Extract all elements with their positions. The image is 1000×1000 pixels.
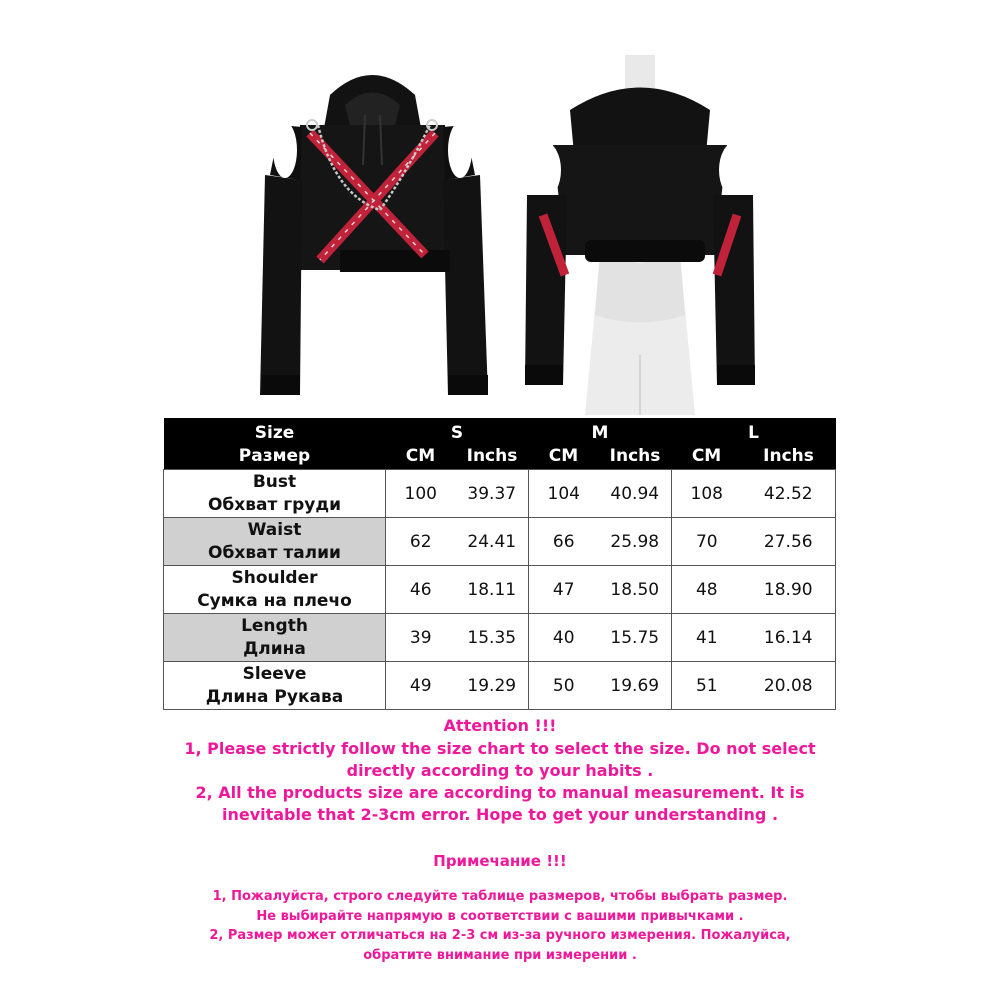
size-s-header: S — [386, 418, 529, 445]
notes-section — [150, 714, 850, 965]
table-cell: 19.29 — [456, 662, 529, 710]
note-line: inevitable that 2-3cm error. Hope to get your understanding . — [221, 805, 779, 824]
table-row-length — [164, 614, 836, 662]
russian-notes — [150, 887, 850, 965]
table-row-shoulder — [164, 566, 836, 614]
table-cell: 18.11 — [456, 566, 529, 614]
table-cell: 24.41 — [456, 518, 529, 566]
row-label — [164, 518, 386, 566]
note-line: 1, Please strictly follow the size chart to select the size. Do not select — [184, 739, 816, 758]
row-label-en: Shoulder — [231, 567, 318, 588]
row-label — [164, 662, 386, 710]
table-cell: 50 — [529, 662, 599, 710]
size-l-header: L — [672, 418, 836, 445]
english-note-2 — [150, 782, 850, 826]
unit-cm-m: CM — [529, 445, 599, 470]
row-label-en: Sleeve — [242, 663, 307, 684]
table-cell: 51 — [672, 662, 742, 710]
unit-inch-m: Inchs — [599, 445, 672, 470]
row-label — [164, 566, 386, 614]
back-product-photo — [505, 55, 770, 415]
table-cell: 40 — [529, 614, 599, 662]
row-label-en: Waist — [247, 519, 302, 540]
table-cell: 47 — [529, 566, 599, 614]
table-row-waist — [164, 518, 836, 566]
row-label-en: Length — [241, 615, 308, 636]
table-cell: 40.94 — [599, 470, 672, 518]
table-cell: 16.14 — [742, 614, 836, 662]
size-header-en: Size — [164, 418, 386, 445]
table-cell: 100 — [386, 470, 456, 518]
table-cell: 39 — [386, 614, 456, 662]
note-line: 2, Размер может отличаться на 2-3 см из-за ручного измерения. Пожалуйса, — [209, 928, 791, 943]
unit-cm-s: CM — [386, 445, 456, 470]
table-cell: 41 — [672, 614, 742, 662]
row-label-ru: Обхват талии — [208, 542, 341, 563]
row-label-ru: Обхват груди — [207, 494, 342, 515]
table-cell: 42.52 — [742, 470, 836, 518]
table-cell: 15.35 — [456, 614, 529, 662]
row-label-ru: Длина Рукава — [205, 686, 344, 707]
table-row-bust — [164, 470, 836, 518]
russian-note-title: Примечание !!! — [433, 852, 567, 870]
row-label-en: Bust — [252, 471, 297, 492]
size-m-header: M — [529, 418, 672, 445]
table-cell: 25.98 — [599, 518, 672, 566]
size-chart-table — [163, 418, 836, 710]
note-line: directly according to your habits . — [346, 761, 654, 780]
note-line: 2, All the products size are according to manual measurement. It is — [195, 783, 805, 802]
table-cell: 20.08 — [742, 662, 836, 710]
unit-inch-l: Inchs — [742, 445, 836, 470]
table-cell: 27.56 — [742, 518, 836, 566]
table-cell: 70 — [672, 518, 742, 566]
table-header-row — [164, 418, 836, 445]
table-cell: 108 — [672, 470, 742, 518]
note-line: обратите внимание при измерении . — [363, 947, 637, 963]
row-label-ru: Сумка на плечо — [197, 590, 352, 611]
english-note-1 — [150, 738, 850, 782]
note-line: Не выбирайте напрямую в соответствии с вашими привычками . — [256, 908, 744, 924]
table-cell: 19.69 — [599, 662, 672, 710]
row-label-ru: Длина — [243, 638, 306, 659]
attention-title: Attention !!! — [443, 716, 557, 735]
table-unit-row — [164, 445, 836, 470]
table-cell: 104 — [529, 470, 599, 518]
row-label — [164, 470, 386, 518]
size-header-ru: Размер — [164, 445, 386, 470]
unit-inch-s: Inchs — [456, 445, 529, 470]
table-cell: 66 — [529, 518, 599, 566]
table-cell: 18.50 — [599, 566, 672, 614]
table-cell: 46 — [386, 566, 456, 614]
table-cell: 49 — [386, 662, 456, 710]
table-cell: 48 — [672, 566, 742, 614]
note-line: 1, Пожалуйста, строго следуйте таблице размеров, чтобы выбрать размер. — [212, 889, 788, 904]
row-label — [164, 614, 386, 662]
table-cell: 39.37 — [456, 470, 529, 518]
table-cell: 62 — [386, 518, 456, 566]
unit-cm-l: CM — [672, 445, 742, 470]
product-photos — [0, 0, 1000, 415]
table-cell: 15.75 — [599, 614, 672, 662]
table-row-sleeve — [164, 662, 836, 710]
table-cell: 18.90 — [742, 566, 836, 614]
front-product-photo — [240, 55, 505, 405]
